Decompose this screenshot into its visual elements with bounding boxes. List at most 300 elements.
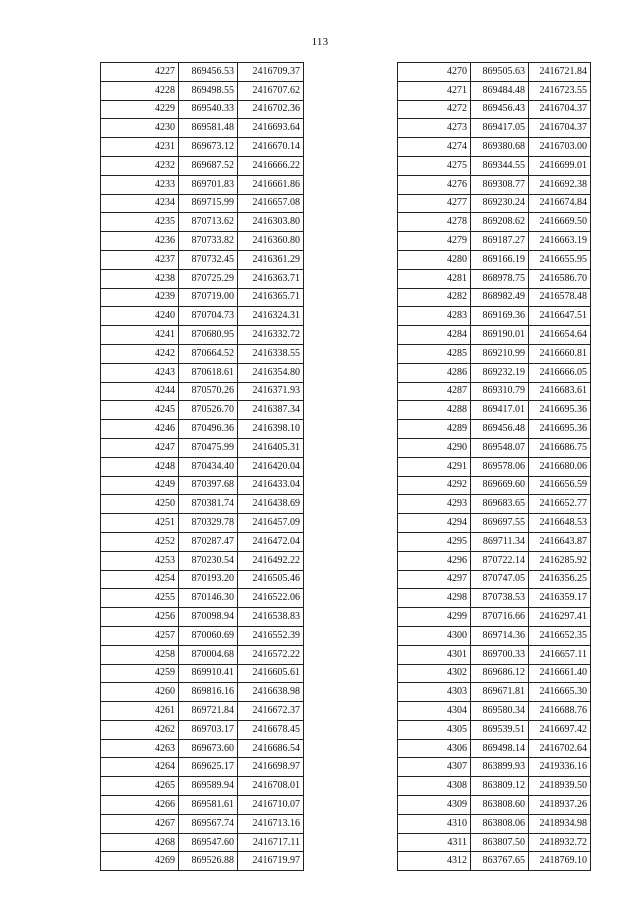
x-coordinate-cell: 869700.33 [471,645,529,664]
table-row [398,194,591,213]
table-row [398,739,591,758]
table-row [398,664,591,683]
point-number-cell: 4239 [101,288,179,307]
y-coordinate-cell: 2416361.29 [238,250,304,269]
y-coordinate-cell: 2416678.45 [238,720,304,739]
table-row [101,608,304,627]
table-row [101,495,304,514]
point-number-cell: 4306 [398,739,471,758]
x-coordinate-cell: 869540.33 [179,100,238,119]
y-coordinate-cell: 2416708.01 [238,777,304,796]
x-coordinate-cell: 870193.20 [179,570,238,589]
x-coordinate-cell: 869697.55 [471,514,529,533]
table-row [101,119,304,138]
y-coordinate-cell: 2416703.00 [529,138,591,157]
point-number-cell: 4251 [101,514,179,533]
y-coordinate-cell: 2416666.22 [238,156,304,175]
point-number-cell: 4270 [398,63,471,82]
y-coordinate-cell: 2416704.37 [529,100,591,119]
point-number-cell: 4242 [101,344,179,363]
x-coordinate-cell: 869701.83 [179,175,238,194]
point-number-cell: 4236 [101,232,179,251]
point-number-cell: 4230 [101,119,179,138]
y-coordinate-cell: 2416710.07 [238,796,304,815]
point-number-cell: 4253 [101,551,179,570]
y-coordinate-cell: 2416697.42 [529,720,591,739]
point-number-cell: 4276 [398,175,471,194]
x-coordinate-cell: 869539.51 [471,720,529,739]
y-coordinate-cell: 2416661.40 [529,664,591,683]
x-coordinate-cell: 868978.75 [471,269,529,288]
y-coordinate-cell: 2416683.61 [529,382,591,401]
point-number-cell: 4262 [101,720,179,739]
table-row [101,63,304,82]
x-coordinate-cell: 870716.66 [471,608,529,627]
point-number-cell: 4293 [398,495,471,514]
table-row [398,213,591,232]
table-row [101,476,304,495]
table-row [101,213,304,232]
table-row [101,401,304,420]
point-number-cell: 4295 [398,532,471,551]
table-row [398,138,591,157]
table-row [398,814,591,833]
table-row [398,420,591,439]
x-coordinate-cell: 870004.68 [179,645,238,664]
table-row [101,589,304,608]
point-number-cell: 4289 [398,420,471,439]
point-number-cell: 4301 [398,645,471,664]
point-number-cell: 4287 [398,382,471,401]
point-number-cell: 4233 [101,175,179,194]
y-coordinate-cell: 2416717.11 [238,833,304,852]
point-number-cell: 4285 [398,344,471,363]
table-row [398,119,591,138]
point-number-cell: 4300 [398,626,471,645]
table-row [398,156,591,175]
x-coordinate-cell: 870618.61 [179,363,238,382]
table-row [101,626,304,645]
table-row [398,288,591,307]
x-coordinate-cell: 869816.16 [179,683,238,702]
x-coordinate-cell: 869230.24 [471,194,529,213]
x-coordinate-cell: 870747.05 [471,570,529,589]
x-coordinate-cell: 869686.12 [471,664,529,683]
point-number-cell: 4312 [398,852,471,871]
point-number-cell: 4257 [101,626,179,645]
point-number-cell: 4266 [101,796,179,815]
x-coordinate-cell: 869714.36 [471,626,529,645]
x-coordinate-cell: 869208.62 [471,213,529,232]
x-coordinate-cell: 869715.99 [179,194,238,213]
table-row [101,814,304,833]
table-row [101,175,304,194]
point-number-cell: 4290 [398,438,471,457]
y-coordinate-cell: 2416680.06 [529,457,591,476]
y-coordinate-cell: 2416672.37 [238,702,304,721]
table-row [398,63,591,82]
table-row [398,702,591,721]
x-coordinate-cell: 870475.99 [179,438,238,457]
x-coordinate-cell: 870098.94 [179,608,238,627]
y-coordinate-cell: 2416578.48 [529,288,591,307]
y-coordinate-cell: 2416669.50 [529,213,591,232]
x-coordinate-cell: 870329.78 [179,514,238,533]
y-coordinate-cell: 2416648.53 [529,514,591,533]
table-row [398,307,591,326]
y-coordinate-cell: 2416371.93 [238,382,304,401]
y-coordinate-cell: 2416686.75 [529,438,591,457]
point-number-cell: 4310 [398,814,471,833]
x-coordinate-cell: 870570.26 [179,382,238,401]
y-coordinate-cell: 2416688.76 [529,702,591,721]
y-coordinate-cell: 2416324.31 [238,307,304,326]
y-coordinate-cell: 2416674.84 [529,194,591,213]
table-row [398,363,591,382]
point-number-cell: 4309 [398,796,471,815]
point-number-cell: 4284 [398,326,471,345]
point-number-cell: 4263 [101,739,179,758]
x-coordinate-cell: 870381.74 [179,495,238,514]
point-number-cell: 4234 [101,194,179,213]
table-row [101,514,304,533]
x-coordinate-cell: 869380.68 [471,138,529,157]
point-number-cell: 4246 [101,420,179,439]
x-coordinate-cell: 869581.61 [179,796,238,815]
y-coordinate-cell: 2416332.72 [238,326,304,345]
y-coordinate-cell: 2416652.35 [529,626,591,645]
point-number-cell: 4241 [101,326,179,345]
y-coordinate-cell: 2418939.50 [529,777,591,796]
table-row [101,796,304,815]
x-coordinate-cell: 869526.88 [179,852,238,871]
table-row [398,532,591,551]
point-number-cell: 4297 [398,570,471,589]
y-coordinate-cell: 2416359.17 [529,589,591,608]
table-row [101,852,304,871]
y-coordinate-cell: 2416704.37 [529,119,591,138]
point-number-cell: 4245 [101,401,179,420]
table-row [101,326,304,345]
point-number-cell: 4240 [101,307,179,326]
table-row [398,589,591,608]
y-coordinate-cell: 2416695.36 [529,420,591,439]
y-coordinate-cell: 2416699.01 [529,156,591,175]
table-row [101,420,304,439]
table-row [398,683,591,702]
y-coordinate-cell: 2416572.22 [238,645,304,664]
x-coordinate-cell: 870725.29 [179,269,238,288]
x-coordinate-cell: 863808.60 [471,796,529,815]
x-coordinate-cell: 870713.62 [179,213,238,232]
table-row [101,645,304,664]
y-coordinate-cell: 2416638.98 [238,683,304,702]
y-coordinate-cell: 2416505.46 [238,570,304,589]
point-number-cell: 4229 [101,100,179,119]
x-coordinate-cell: 870526.70 [179,401,238,420]
table-row [101,551,304,570]
table-row [398,476,591,495]
y-coordinate-cell: 2416398.10 [238,420,304,439]
point-number-cell: 4283 [398,307,471,326]
point-number-cell: 4278 [398,213,471,232]
x-coordinate-cell: 870287.47 [179,532,238,551]
point-number-cell: 4296 [398,551,471,570]
x-coordinate-cell: 869589.94 [179,777,238,796]
y-coordinate-cell: 2418937.26 [529,796,591,815]
point-number-cell: 4264 [101,758,179,777]
table-row [101,833,304,852]
point-number-cell: 4265 [101,777,179,796]
table-row [398,175,591,194]
x-coordinate-cell: 870722.14 [471,551,529,570]
y-coordinate-cell: 2416438.69 [238,495,304,514]
table-row [398,758,591,777]
y-coordinate-cell: 2416719.97 [238,852,304,871]
point-number-cell: 4250 [101,495,179,514]
y-coordinate-cell: 2416709.37 [238,63,304,82]
x-coordinate-cell: 863899.93 [471,758,529,777]
point-number-cell: 4307 [398,758,471,777]
point-number-cell: 4302 [398,664,471,683]
table-row [398,100,591,119]
y-coordinate-cell: 2418934.98 [529,814,591,833]
x-coordinate-cell: 869711.34 [471,532,529,551]
x-coordinate-cell: 869417.05 [471,119,529,138]
x-coordinate-cell: 869910.41 [179,664,238,683]
y-coordinate-cell: 2416692.38 [529,175,591,194]
y-coordinate-cell: 2416303.80 [238,213,304,232]
x-coordinate-cell: 869344.55 [471,156,529,175]
table-body [101,63,304,871]
point-number-cell: 4277 [398,194,471,213]
point-number-cell: 4261 [101,702,179,721]
y-coordinate-cell: 2416661.86 [238,175,304,194]
table-row [101,100,304,119]
table-row [101,739,304,758]
x-coordinate-cell: 869417.01 [471,401,529,420]
x-coordinate-cell: 869703.17 [179,720,238,739]
table-row [101,250,304,269]
table-row [101,570,304,589]
point-number-cell: 4235 [101,213,179,232]
y-coordinate-cell: 2416655.95 [529,250,591,269]
y-coordinate-cell: 2416663.19 [529,232,591,251]
y-coordinate-cell: 2416723.55 [529,81,591,100]
point-number-cell: 4255 [101,589,179,608]
point-number-cell: 4288 [398,401,471,420]
point-number-cell: 4254 [101,570,179,589]
y-coordinate-cell: 2416457.09 [238,514,304,533]
point-number-cell: 4232 [101,156,179,175]
y-coordinate-cell: 2416356.25 [529,570,591,589]
point-number-cell: 4227 [101,63,179,82]
x-coordinate-cell: 870496.36 [179,420,238,439]
y-coordinate-cell: 2416660.81 [529,344,591,363]
y-coordinate-cell: 2416654.64 [529,326,591,345]
x-coordinate-cell: 863767.65 [471,852,529,871]
y-coordinate-cell: 2416405.31 [238,438,304,457]
x-coordinate-cell: 869456.53 [179,63,238,82]
point-number-cell: 4231 [101,138,179,157]
y-coordinate-cell: 2418769.10 [529,852,591,871]
x-coordinate-cell: 870060.69 [179,626,238,645]
point-number-cell: 4305 [398,720,471,739]
table-row [101,702,304,721]
y-coordinate-cell: 2416338.55 [238,344,304,363]
y-coordinate-cell: 2416522.06 [238,589,304,608]
table-row [398,250,591,269]
y-coordinate-cell: 2416420.04 [238,457,304,476]
y-coordinate-cell: 2416433.04 [238,476,304,495]
table-row [398,344,591,363]
x-coordinate-cell: 863808.06 [471,814,529,833]
table-row [398,720,591,739]
y-coordinate-cell: 2416472.04 [238,532,304,551]
x-coordinate-cell: 869581.48 [179,119,238,138]
table-body [398,63,591,871]
x-coordinate-cell: 869548.07 [471,438,529,457]
point-number-cell: 4243 [101,363,179,382]
x-coordinate-cell: 869671.81 [471,683,529,702]
point-number-cell: 4273 [398,119,471,138]
y-coordinate-cell: 2416492.22 [238,551,304,570]
y-coordinate-cell: 2418932.72 [529,833,591,852]
x-coordinate-cell: 869578.06 [471,457,529,476]
point-number-cell: 4292 [398,476,471,495]
y-coordinate-cell: 2416586.70 [529,269,591,288]
table-row [101,307,304,326]
point-number-cell: 4311 [398,833,471,852]
y-coordinate-cell: 2416285.92 [529,551,591,570]
table-row [101,438,304,457]
x-coordinate-cell: 869310.79 [471,382,529,401]
x-coordinate-cell: 870719.00 [179,288,238,307]
y-coordinate-cell: 2416666.05 [529,363,591,382]
point-number-cell: 4269 [101,852,179,871]
table-row [101,532,304,551]
table-row [101,194,304,213]
x-coordinate-cell: 863807.50 [471,833,529,852]
point-number-cell: 4260 [101,683,179,702]
x-coordinate-cell: 869232.19 [471,363,529,382]
point-number-cell: 4267 [101,814,179,833]
table-row [398,438,591,457]
y-coordinate-cell: 2416686.54 [238,739,304,758]
table-row [398,570,591,589]
x-coordinate-cell: 869169.36 [471,307,529,326]
point-number-cell: 4304 [398,702,471,721]
coordinates-table-right [397,62,591,871]
page-number: 113 [311,36,329,48]
x-coordinate-cell: 869190.01 [471,326,529,345]
y-coordinate-cell: 2416365.71 [238,288,304,307]
x-coordinate-cell: 869498.14 [471,739,529,758]
point-number-cell: 4258 [101,645,179,664]
x-coordinate-cell: 863809.12 [471,777,529,796]
point-number-cell: 4281 [398,269,471,288]
y-coordinate-cell: 2416702.36 [238,100,304,119]
table-row [398,626,591,645]
y-coordinate-cell: 2416695.36 [529,401,591,420]
point-number-cell: 4244 [101,382,179,401]
x-coordinate-cell: 869687.52 [179,156,238,175]
x-coordinate-cell: 869673.12 [179,138,238,157]
point-number-cell: 4248 [101,457,179,476]
y-coordinate-cell: 2416363.71 [238,269,304,288]
y-coordinate-cell: 2416538.83 [238,608,304,627]
table-row [398,852,591,871]
table-row [101,683,304,702]
point-number-cell: 4275 [398,156,471,175]
y-coordinate-cell: 2416297.41 [529,608,591,627]
x-coordinate-cell: 869308.77 [471,175,529,194]
point-number-cell: 4237 [101,250,179,269]
x-coordinate-cell: 869210.99 [471,344,529,363]
y-coordinate-cell: 2419336.16 [529,758,591,777]
point-number-cell: 4303 [398,683,471,702]
point-number-cell: 4299 [398,608,471,627]
point-number-cell: 4228 [101,81,179,100]
y-coordinate-cell: 2416665.30 [529,683,591,702]
table-row [398,645,591,664]
table-row [101,758,304,777]
y-coordinate-cell: 2416693.64 [238,119,304,138]
point-number-cell: 4271 [398,81,471,100]
x-coordinate-cell: 869505.63 [471,63,529,82]
table-row [398,514,591,533]
point-number-cell: 4268 [101,833,179,852]
x-coordinate-cell: 870738.53 [471,589,529,608]
y-coordinate-cell: 2416643.87 [529,532,591,551]
y-coordinate-cell: 2416387.34 [238,401,304,420]
x-coordinate-cell: 869567.74 [179,814,238,833]
x-coordinate-cell: 870704.73 [179,307,238,326]
table-row [101,344,304,363]
point-number-cell: 4279 [398,232,471,251]
y-coordinate-cell: 2416656.59 [529,476,591,495]
y-coordinate-cell: 2416713.16 [238,814,304,833]
x-coordinate-cell: 869683.65 [471,495,529,514]
table-row [398,326,591,345]
x-coordinate-cell: 869580.34 [471,702,529,721]
table-row [398,796,591,815]
point-number-cell: 4238 [101,269,179,288]
point-number-cell: 4280 [398,250,471,269]
x-coordinate-cell: 869484.48 [471,81,529,100]
x-coordinate-cell: 870230.54 [179,551,238,570]
x-coordinate-cell: 870680.95 [179,326,238,345]
x-coordinate-cell: 869187.27 [471,232,529,251]
table-row [398,382,591,401]
x-coordinate-cell: 870664.52 [179,344,238,363]
table-row [398,833,591,852]
table-row [398,457,591,476]
table-row [398,401,591,420]
table-row [101,232,304,251]
table-row [398,551,591,570]
x-coordinate-cell: 870434.40 [179,457,238,476]
table-row [101,664,304,683]
table-row [101,720,304,739]
table-row [101,457,304,476]
y-coordinate-cell: 2416652.77 [529,495,591,514]
y-coordinate-cell: 2416721.84 [529,63,591,82]
table-row [398,81,591,100]
y-coordinate-cell: 2416354.80 [238,363,304,382]
y-coordinate-cell: 2416698.97 [238,758,304,777]
table-row [398,495,591,514]
